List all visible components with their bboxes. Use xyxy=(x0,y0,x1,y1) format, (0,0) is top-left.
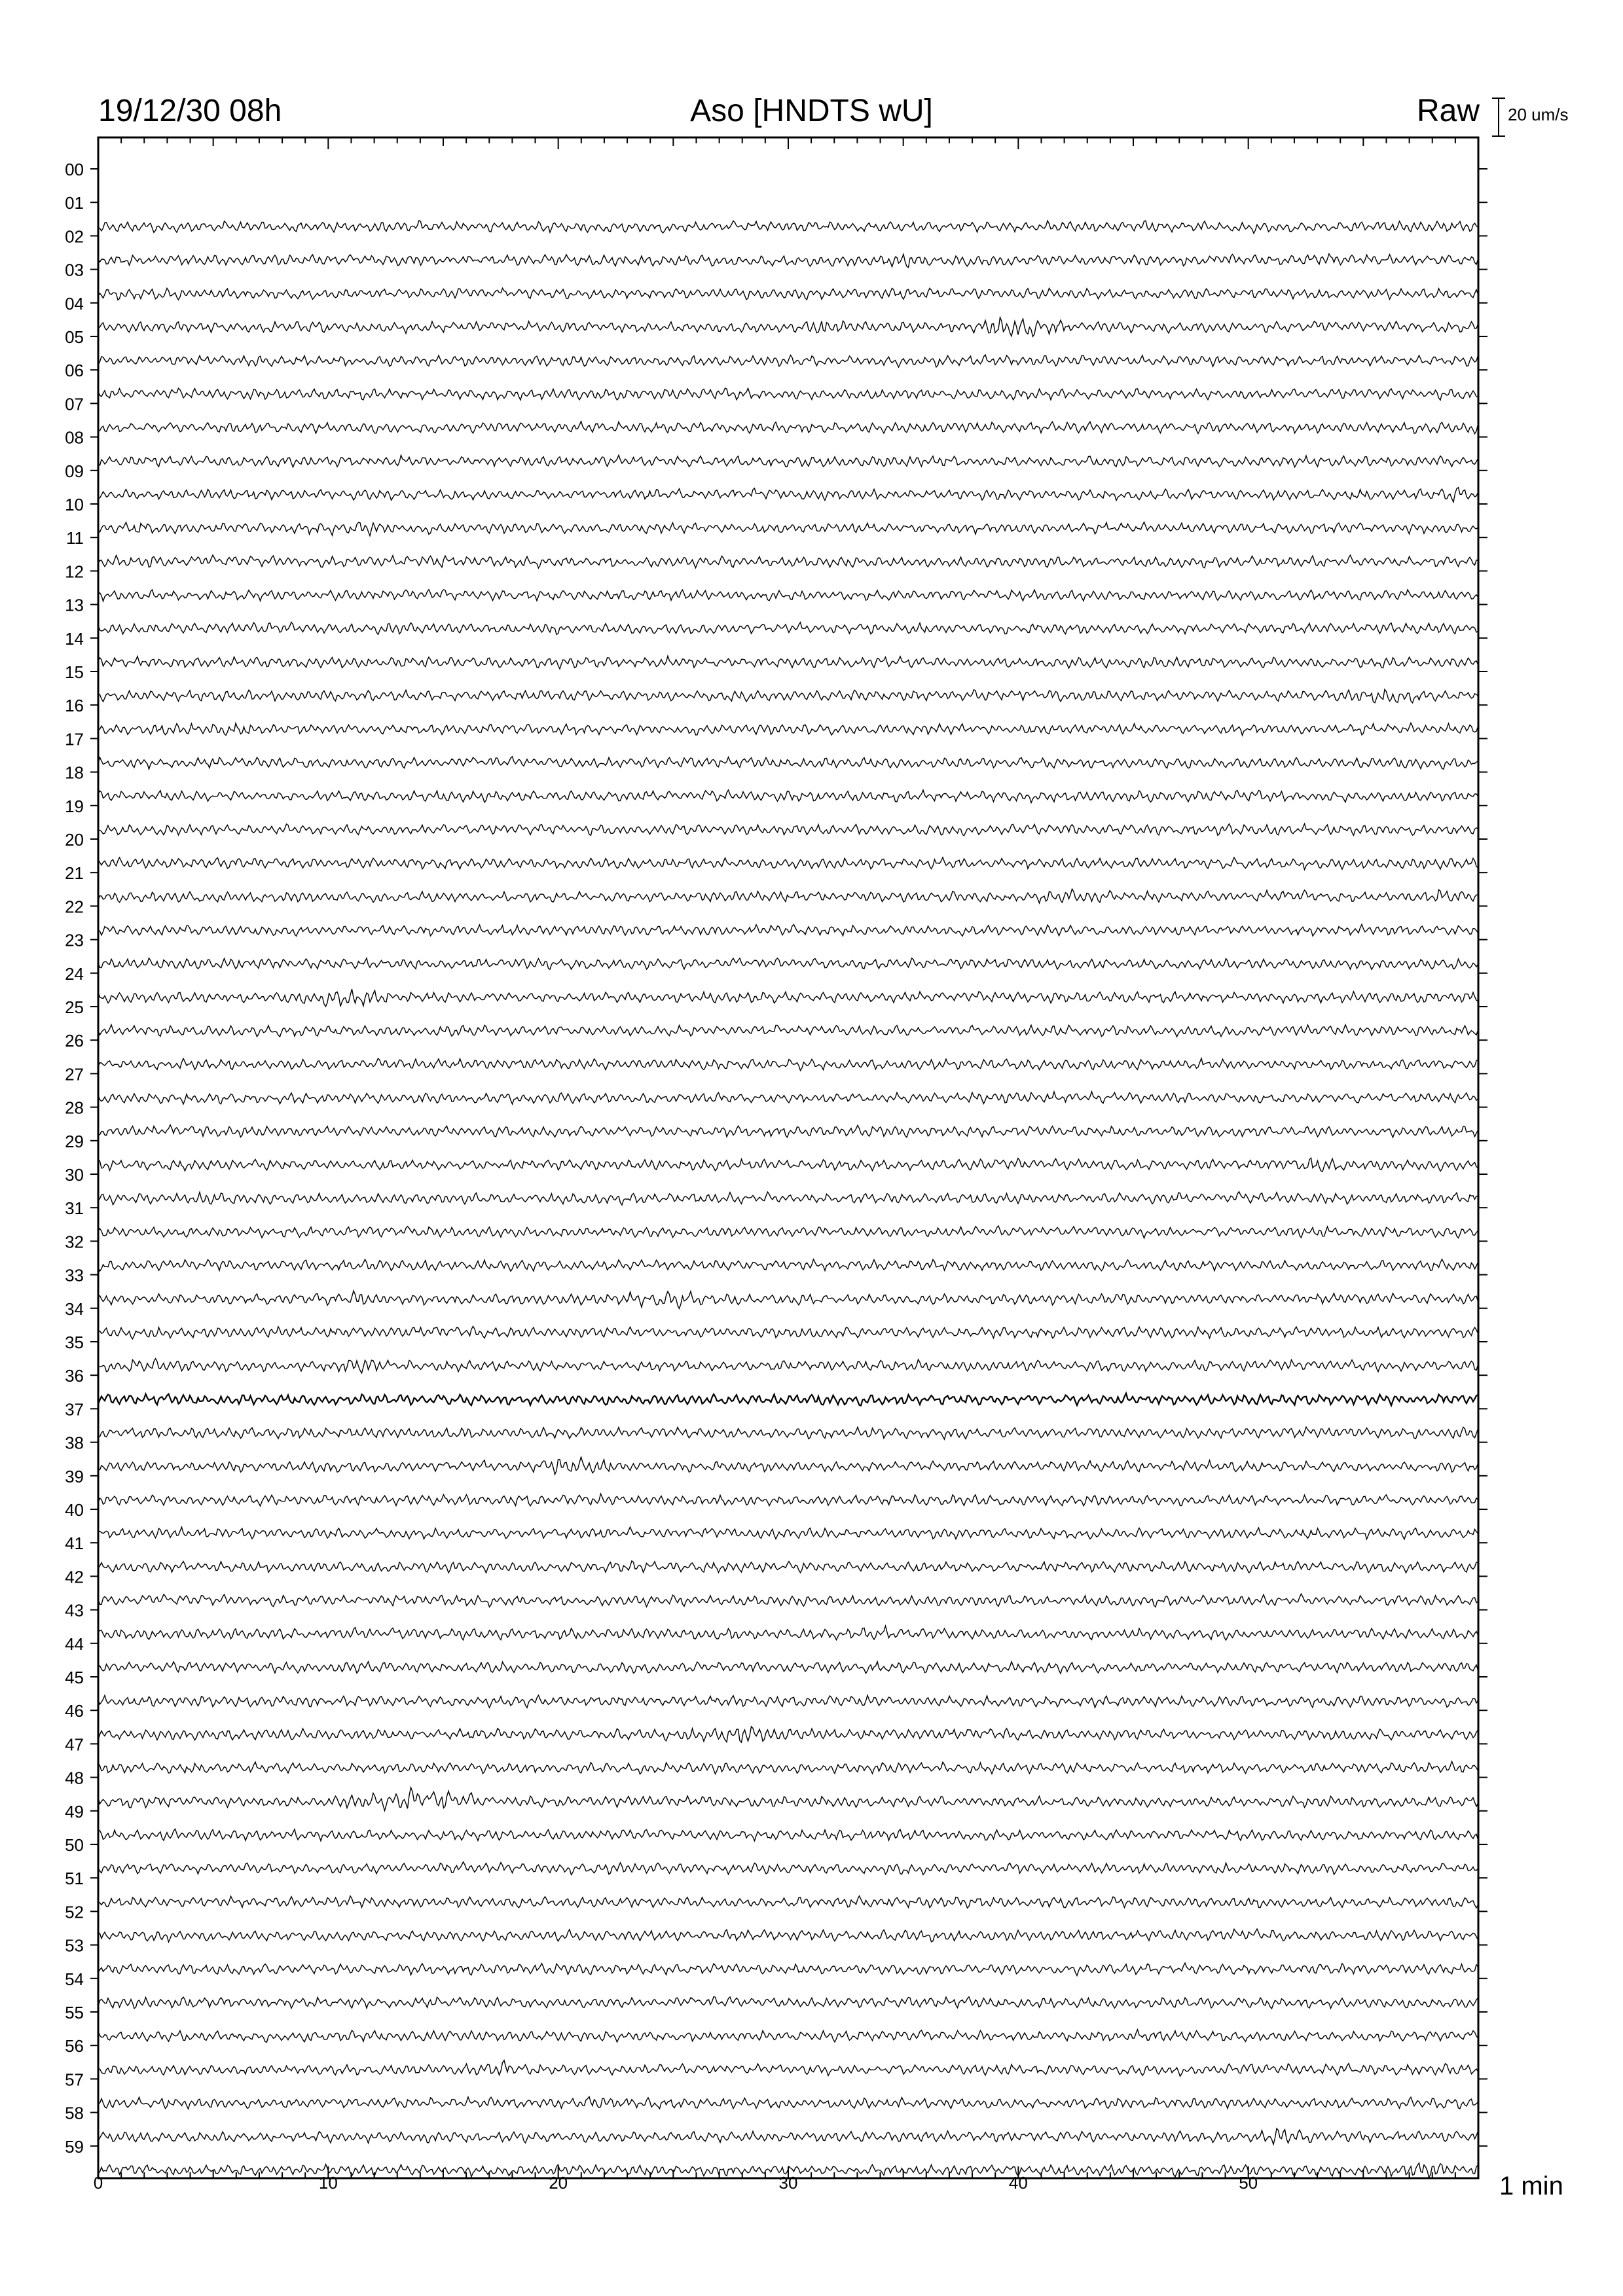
trace-row-3 xyxy=(98,254,1478,268)
row-label: 01 xyxy=(65,193,84,213)
row-label: 15 xyxy=(65,662,84,682)
trace-row-56 xyxy=(98,2030,1478,2042)
trace-row-8 xyxy=(98,422,1478,434)
trace-row-27 xyxy=(98,1058,1478,1071)
row-label: 40 xyxy=(65,1500,84,1520)
row-label: 30 xyxy=(65,1165,84,1185)
trace-row-16 xyxy=(98,689,1478,703)
row-label: 13 xyxy=(65,595,84,615)
trace-row-12 xyxy=(98,555,1478,568)
trace-row-28 xyxy=(98,1092,1478,1104)
row-label: 20 xyxy=(65,830,84,850)
row-label: 45 xyxy=(65,1668,84,1687)
row-label: 00 xyxy=(65,160,84,179)
trace-row-7 xyxy=(98,388,1478,400)
plot-frame xyxy=(98,137,1478,2178)
trace-row-49 xyxy=(98,1787,1478,1811)
trace-row-37 xyxy=(98,1393,1478,1406)
row-label: 02 xyxy=(65,226,84,247)
x-tick-label: 40 xyxy=(1008,2173,1028,2193)
trace-row-38 xyxy=(98,1427,1478,1439)
trace-row-5 xyxy=(98,317,1478,336)
row-label: 56 xyxy=(65,2036,84,2056)
trace-row-48 xyxy=(98,1761,1478,1774)
row-label: 18 xyxy=(65,762,84,783)
row-label: 29 xyxy=(65,1131,84,1151)
trace-row-32 xyxy=(98,1226,1478,1238)
trace-row-51 xyxy=(98,1862,1478,1875)
row-label: 41 xyxy=(65,1534,84,1554)
row-label: 07 xyxy=(65,394,84,414)
trace-row-40 xyxy=(98,1494,1478,1506)
trace-row-31 xyxy=(98,1192,1478,1205)
x-tick-labels xyxy=(94,2173,1258,2193)
trace-row-42 xyxy=(98,1561,1478,1573)
trace-row-18 xyxy=(98,757,1478,769)
trace-row-14 xyxy=(98,622,1478,635)
row-label: 51 xyxy=(65,1869,84,1889)
row-label: 47 xyxy=(65,1734,84,1755)
mode-label: Raw xyxy=(1416,94,1480,128)
trace-row-41 xyxy=(98,1527,1478,1539)
row-label: 08 xyxy=(65,427,84,448)
row-label: 04 xyxy=(65,293,84,314)
x-tick-label: 50 xyxy=(1239,2173,1258,2193)
trace-row-22 xyxy=(98,889,1478,903)
row-label: 19 xyxy=(65,796,84,816)
trace-row-43 xyxy=(98,1594,1478,1607)
trace-row-46 xyxy=(98,1695,1478,1708)
trace-row-57 xyxy=(98,2060,1478,2077)
row-label: 34 xyxy=(65,1299,84,1319)
row-label: 53 xyxy=(65,1935,84,1956)
row-label: 22 xyxy=(65,897,84,917)
trace-row-33 xyxy=(98,1259,1478,1271)
row-label: 36 xyxy=(65,1366,84,1386)
trace-row-59 xyxy=(98,2128,1478,2144)
row-label: 28 xyxy=(65,1098,84,1118)
trace-row-20 xyxy=(98,824,1478,836)
seismic-traces xyxy=(98,221,1478,2178)
row-label: 39 xyxy=(65,1466,84,1486)
trace-row-10 xyxy=(98,488,1478,502)
frame-ticks xyxy=(98,137,1478,2178)
trace-row-47 xyxy=(98,1727,1478,1742)
row-label: 50 xyxy=(65,1835,84,1855)
row-label: 27 xyxy=(65,1064,84,1085)
trace-row-11 xyxy=(98,522,1478,536)
trace-row-58 xyxy=(98,2097,1478,2109)
row-label: 57 xyxy=(65,2070,84,2090)
row-label: 59 xyxy=(65,2136,84,2157)
row-label: 38 xyxy=(65,1433,84,1453)
row-label: 42 xyxy=(65,1567,84,1587)
trace-row-55 xyxy=(98,1997,1478,2009)
row-label: 55 xyxy=(65,2003,84,2022)
trace-row-54 xyxy=(98,1963,1478,1975)
trace-row-17 xyxy=(98,723,1478,736)
row-label: 31 xyxy=(65,1198,84,1219)
trace-row-13 xyxy=(98,590,1478,601)
trace-row-6 xyxy=(98,355,1478,367)
trace-row-50 xyxy=(98,1829,1478,1840)
row-label: 49 xyxy=(65,1801,84,1821)
x-unit-label: 1 min xyxy=(1499,2172,1563,2200)
trace-row-36 xyxy=(98,1359,1478,1373)
row-label: 54 xyxy=(65,1969,84,1989)
trace-row-30 xyxy=(98,1158,1478,1172)
x-tick-label: 10 xyxy=(318,2173,338,2193)
row-label: 14 xyxy=(65,628,84,649)
row-label: 03 xyxy=(65,260,84,280)
trace-row-29 xyxy=(98,1125,1478,1138)
row-label: 58 xyxy=(65,2103,84,2123)
row-label: 46 xyxy=(65,1701,84,1721)
row-label: 06 xyxy=(65,361,84,381)
row-label: 09 xyxy=(65,461,84,481)
scale-label: 20 um/s xyxy=(1508,105,1569,124)
row-label: 37 xyxy=(65,1399,84,1420)
trace-row-24 xyxy=(98,958,1478,969)
trace-row-35 xyxy=(98,1326,1478,1338)
row-label: 10 xyxy=(65,495,84,514)
trace-row-23 xyxy=(98,924,1478,936)
row-label: 52 xyxy=(65,1902,84,1922)
trace-row-25 xyxy=(98,989,1478,1007)
x-tick-label: 0 xyxy=(93,2173,103,2193)
row-label: 32 xyxy=(65,1232,84,1252)
x-tick-label: 30 xyxy=(778,2173,798,2193)
row-label: 11 xyxy=(66,528,84,548)
row-label: 33 xyxy=(65,1265,84,1285)
row-label: 16 xyxy=(65,696,84,716)
trace-row-19 xyxy=(98,790,1478,803)
row-label: 44 xyxy=(65,1634,84,1654)
date-label: 19/12/30 08h xyxy=(98,94,282,128)
trace-row-15 xyxy=(98,656,1478,669)
row-label: 24 xyxy=(65,963,84,984)
trace-row-2 xyxy=(98,221,1478,234)
trace-row-44 xyxy=(98,1626,1478,1640)
x-tick-label: 20 xyxy=(549,2173,568,2193)
chart-title: Aso [HNDTS wU] xyxy=(690,94,933,128)
trace-row-52 xyxy=(98,1896,1478,1909)
trace-row-4 xyxy=(98,288,1478,300)
row-label: 12 xyxy=(65,562,84,582)
trace-row-53 xyxy=(98,1929,1478,1942)
row-label: 17 xyxy=(65,729,84,749)
row-label: 05 xyxy=(65,327,84,347)
row-label: 25 xyxy=(65,997,84,1017)
row-label: 21 xyxy=(65,863,84,884)
row-label: 23 xyxy=(65,930,84,950)
trace-row-45 xyxy=(98,1662,1478,1674)
row-label: 43 xyxy=(65,1600,84,1621)
row-label: 35 xyxy=(65,1333,84,1352)
trace-row-39 xyxy=(98,1457,1478,1475)
row-label: 48 xyxy=(65,1768,84,1788)
row-label: 26 xyxy=(65,1031,84,1051)
trace-row-21 xyxy=(98,857,1478,870)
trace-row-34 xyxy=(98,1291,1478,1308)
trace-row-26 xyxy=(98,1025,1478,1037)
trace-row-9 xyxy=(98,455,1478,467)
